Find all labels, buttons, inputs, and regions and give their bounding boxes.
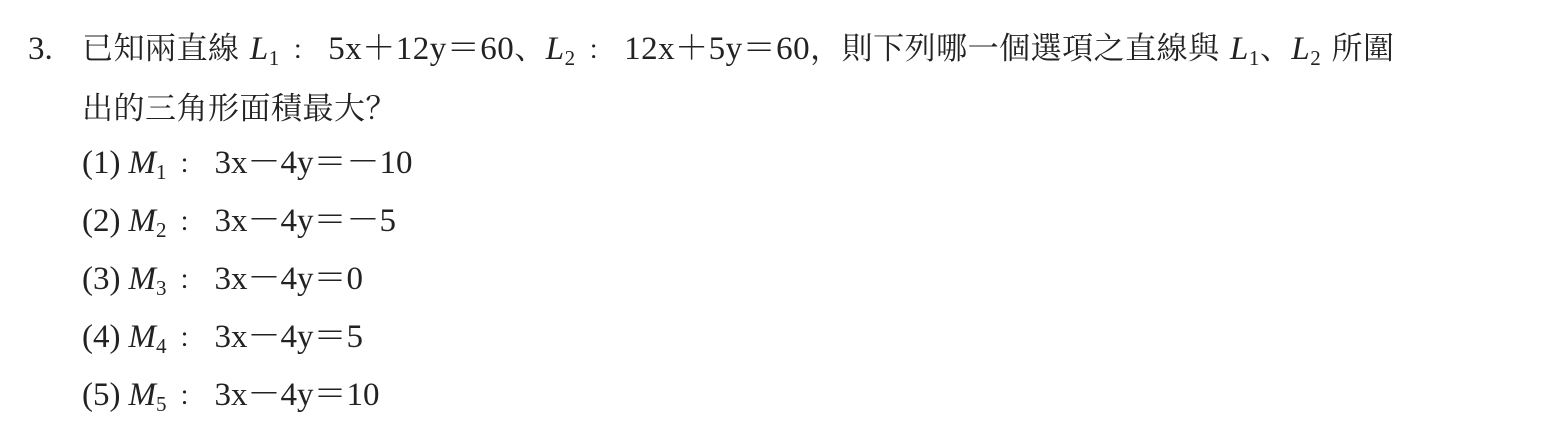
- option-colon: ：: [178, 208, 205, 238]
- ref-l1-variable: L: [1229, 31, 1249, 67]
- l2-subscript: 2: [564, 46, 576, 70]
- option-label: (5): [82, 377, 121, 413]
- l1-equation: 5x＋12y＝60: [328, 31, 515, 67]
- l2-variable: L: [545, 31, 565, 67]
- option-label: (1): [82, 145, 121, 181]
- l1-variable: L: [249, 31, 269, 67]
- option-variable: M: [128, 145, 156, 181]
- option-variable: M: [128, 319, 156, 355]
- stem-text-middle: ，則下列哪一個選項之直線與: [810, 31, 1220, 67]
- option-variable: M: [128, 261, 156, 297]
- l2-equation: 12x＋5y＝60: [624, 31, 811, 67]
- option-variable: M: [128, 377, 156, 413]
- ref-l2: [1291, 31, 1322, 70]
- option-subscript: 4: [155, 334, 167, 358]
- option-label: (4): [82, 319, 121, 355]
- question-stem-line-1: [82, 24, 1522, 76]
- option-equation: 3x－4y＝－10: [214, 145, 413, 181]
- option-colon: ：: [178, 266, 205, 296]
- stem-text-intro: 已知兩直線: [82, 31, 240, 67]
- l2-colon: ：: [587, 36, 615, 66]
- line-l2-definition: [545, 31, 811, 70]
- option-colon: ：: [178, 324, 205, 354]
- l1-subscript: 1: [268, 46, 280, 70]
- option-colon: ：: [178, 150, 205, 180]
- option-5: [82, 372, 413, 430]
- option-subscript: 3: [155, 276, 167, 300]
- option-variable: M: [128, 203, 156, 239]
- option-subscript: 1: [155, 160, 167, 184]
- stem-separator-2: 、: [1259, 31, 1292, 67]
- option-label: (3): [82, 261, 121, 297]
- l1-colon: ：: [291, 36, 319, 66]
- option-2: [82, 198, 413, 256]
- stem-separator: 、: [514, 31, 546, 67]
- option-label: (2): [82, 203, 121, 239]
- ref-l1-subscript: 1: [1248, 46, 1260, 70]
- question-number: 3.: [28, 31, 53, 67]
- option-subscript: 5: [155, 392, 167, 416]
- ref-l1: [1229, 31, 1260, 70]
- option-3: [82, 256, 413, 314]
- question-stem-line-2: 出的三角形面積最大？: [82, 91, 397, 127]
- option-equation: 3x－4y＝－5: [214, 203, 396, 239]
- stem-text-end: 所圍: [1321, 31, 1395, 67]
- option-colon: ：: [178, 382, 205, 412]
- option-equation: 3x－4y＝0: [214, 261, 363, 297]
- ref-l2-variable: L: [1291, 31, 1311, 67]
- option-4: [82, 314, 413, 372]
- answer-options: [82, 140, 413, 430]
- line-l1-definition: [249, 31, 515, 70]
- option-equation: 3x－4y＝10: [214, 377, 380, 413]
- option-subscript: 2: [155, 218, 167, 242]
- option-equation: 3x－4y＝5: [214, 319, 363, 355]
- ref-l2-subscript: 2: [1310, 46, 1322, 70]
- option-1: [82, 140, 413, 198]
